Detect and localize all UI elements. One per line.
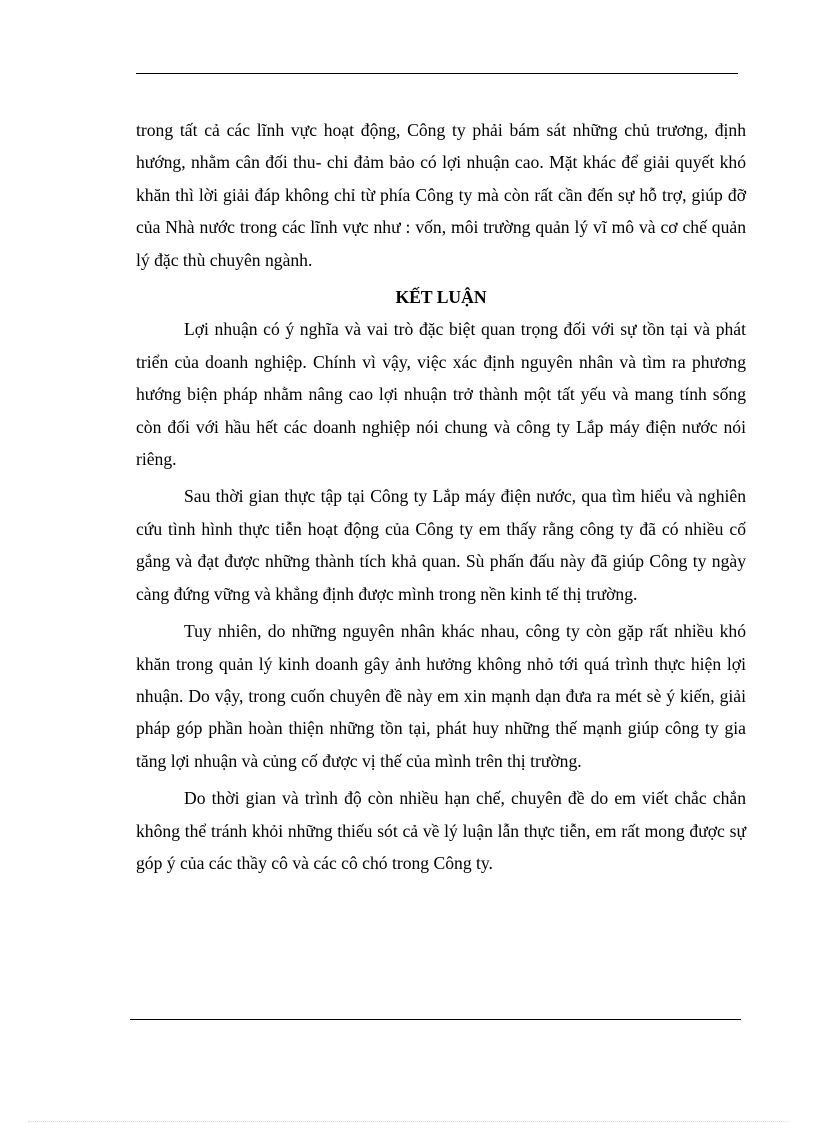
footer-rule (130, 1019, 741, 1020)
page-bottom-border (28, 1121, 788, 1122)
header-rule (136, 73, 738, 74)
intro-paragraph: trong tất cả các lĩnh vực hoạt động, Công ty phải bám sát những chủ trương, định hướng, nhằm cân đối thu- chi đảm bảo có lợi nhuận cao. Mặt khác để giải quyết khó khăn thì lời giải đáp không chỉ từ phía Công ty mà còn rất cần đến sự hỗ trợ, giúp đỡ của Nhà nước trong các lĩnh vực như : vốn, môi trường quản lý vĩ mô và cơ chế quản lý đặc thù chuyên ngành. (136, 120, 746, 270)
paragraph-2: Sau thời gian thực tập tại Công ty Lắp máy điện nước, qua tìm hiểu và nghiên cứu tình hình thực tiễn hoạt động của Công ty em thấy rằng công ty đã có nhiều cố gắng và đạt được những thành tích khả quan. Sù phấn đấu này đã giúp Công ty ngày càng đứng vững và khẳng định được mình trong nền kinh tế thị trường. (136, 486, 746, 604)
paragraph-3: Tuy nhiên, do những nguyên nhân khác nhau, công ty còn gặp rất nhiều khó khăn trong quản lý kinh doanh gây ảnh hưởng không nhỏ tới quá trình thực hiện lợi nhuận. Do vậy, trong cuốn chuyên đề này em xin mạnh dạn đưa ra mét sè ý kiến, giải pháp góp phần hoàn thiện những tồn tại, phát huy những thế mạnh giúp công ty gia tăng lợi nhuận và củng cố được vị thế của mình trên thị trường. (136, 621, 746, 771)
paragraph-1: Lợi nhuận có ý nghĩa và vai trò đặc biệt quan trọng đối với sự tồn tại và phát triển của doanh nghiệp. Chính vì vậy, việc xác định nguyên nhân và tìm ra phương hướng biện pháp nhằm nâng cao lợi nhuận trở thành một tất yếu và mang tính sống còn đối với hầu hết các doanh nghiệp nói chung và công ty Lắp máy điện nước nói riêng. (136, 319, 746, 470)
paragraph-4: Do thời gian và trình độ còn nhiều hạn chế, chuyên đề do em viết chắc chắn không thể tránh khỏi những thiếu sót cả về lý luận lẫn thực tiễn, em rất mong được sự góp ý của các thầy cô và các cô chó trong Công ty. (136, 788, 746, 873)
document-body (136, 114, 746, 884)
section-title: KẾT LUẬN (395, 287, 487, 308)
